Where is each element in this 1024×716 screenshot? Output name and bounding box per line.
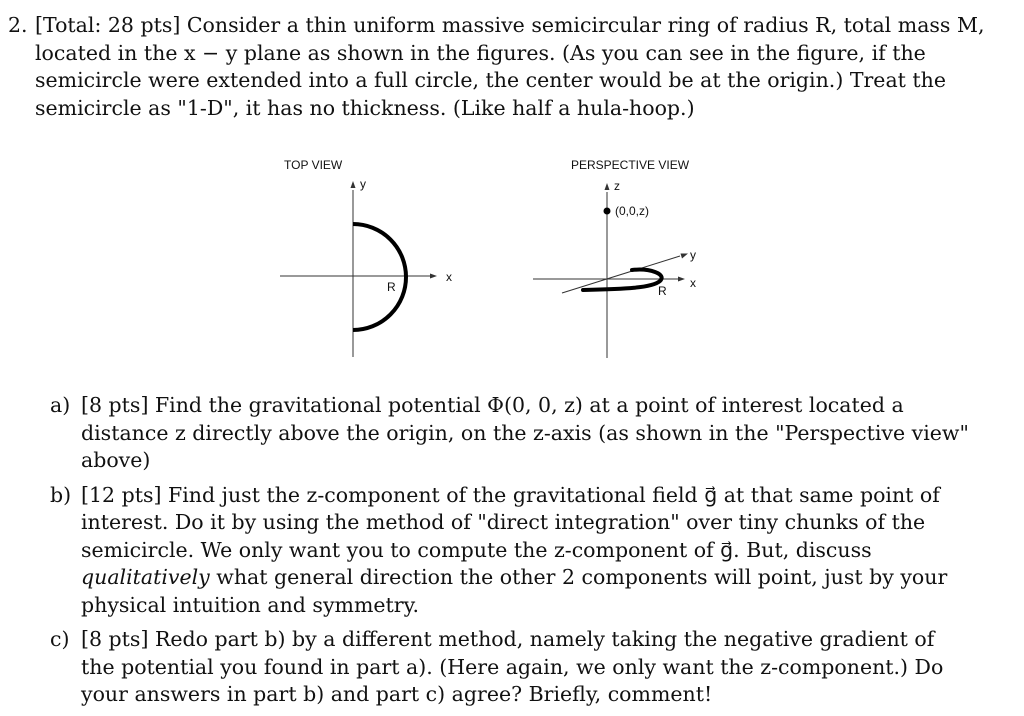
- perspective-view-figure: [533, 158, 696, 358]
- top-view-semicircle: [353, 224, 406, 330]
- point-of-interest-label: (0,0,z): [615, 204, 650, 218]
- perspective-view-title: PERSPECTIVE VIEW: [571, 158, 690, 172]
- perspective-z-label: z: [614, 179, 620, 193]
- part-b-emphasis: qualitatively: [81, 565, 210, 589]
- perspective-x-label: x: [690, 276, 696, 290]
- perspective-radius-label: R: [658, 284, 667, 298]
- top-view-figure: [280, 158, 452, 357]
- top-view-radius-label: R: [387, 280, 396, 294]
- part-a-label: a): [50, 393, 71, 417]
- figures: [0, 150, 1024, 365]
- perspective-z-arrow: [605, 183, 610, 190]
- part-a-text: [8 pts] Find the gravitational potential Φ(0, 0, z) at a point of interest located a distance z directly above the origin, on the z-axis (as shown in the "Perspective view" above): [81, 393, 969, 472]
- question-part-b: [50, 482, 970, 620]
- problem-statement: [8, 12, 1008, 122]
- question-parts: [50, 392, 970, 716]
- problem-intro: [Total: 28 pts] Consider a thin uniform massive semicircular ring of radius R, total mass M, located in the x − y plane as shown in the figures. (As you can see in the figure, if the semicircle were extended into a full circle, the center would be at the origin.) Treat the semicircle as "1-D", it has no thickness. (Like half a hula-hoop.): [35, 13, 985, 120]
- perspective-y-arrow: [681, 254, 689, 259]
- perspective-x-arrow: [678, 277, 685, 282]
- top-view-y-arrow: [351, 181, 356, 188]
- question-part-a: [50, 392, 970, 475]
- top-view-x-label: x: [446, 270, 452, 284]
- problem-number: 2.: [8, 13, 28, 37]
- part-b-text-tail: what general direction the other 2 components will point, just by your physical intuition and symmetry.: [81, 565, 948, 617]
- part-b-label: b): [50, 482, 72, 507]
- top-view-x-arrow: [430, 274, 437, 279]
- point-of-interest-marker: [604, 208, 611, 215]
- top-view-title: TOP VIEW: [284, 158, 343, 172]
- part-c-label: c): [50, 627, 70, 651]
- top-view-y-label: y: [360, 177, 366, 191]
- perspective-semicircle: [583, 270, 662, 290]
- perspective-y-label: y: [690, 248, 696, 262]
- part-b-text: [12 pts] Find just the z-component of the gravitational field g⃗ at that same point of interest. Do it by using the method of "direct integration" over tiny chunks of the semicircle. We only want you to compute the z-component of g⃗. But, discuss: [81, 482, 940, 562]
- question-part-c: [50, 626, 970, 709]
- figures-canvas: [0, 150, 1024, 365]
- part-c-text: [8 pts] Redo part b) by a different method, namely taking the negative gradient of the potential you found in part a). (Here again, we only want the z-component.) Do your answers in part b) and part c) agree? Briefly, comment!: [81, 627, 944, 706]
